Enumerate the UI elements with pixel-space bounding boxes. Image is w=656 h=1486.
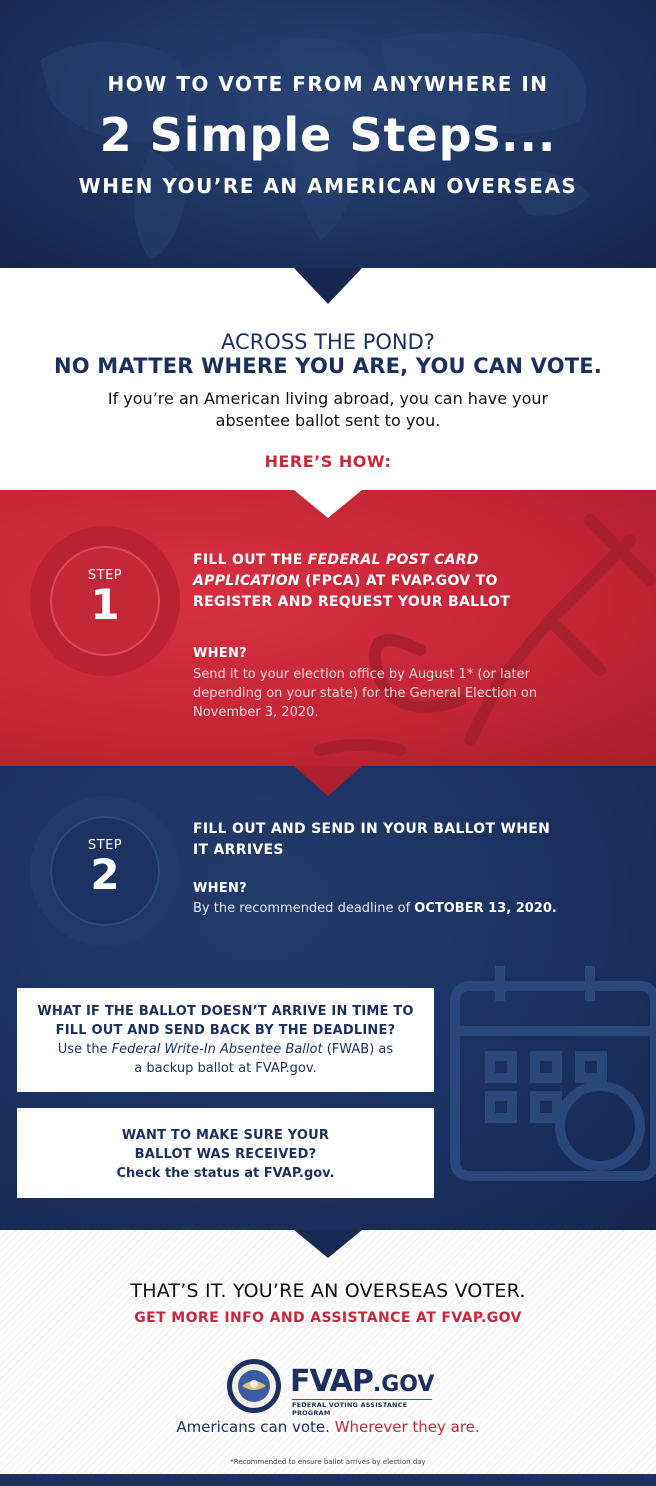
step1-title-part2: (FPCA) AT FVAP.GOV TO REGISTER AND REQUEST YOUR BALLOT: [193, 573, 511, 610]
intro-headline: NO MATTER WHERE YOU ARE, YOU CAN VOTE.: [53, 354, 603, 378]
fwab-body-prefix: Use the: [57, 1042, 112, 1057]
fvap-logo-subtitle: FEDERAL VOTING ASSISTANCE PROGRAM: [292, 1399, 432, 1417]
tagline-part1: Americans can vote.: [176, 1418, 335, 1436]
step2-number: 2: [90, 850, 120, 899]
fwab-box: [17, 988, 434, 1092]
step1-badge: [45, 568, 165, 627]
intro-notch: [294, 490, 362, 518]
step1-when-text: Send it to your election office by August 1* (or later depending on your state) for the General Election on November 3, 2020.: [193, 667, 538, 720]
ballot-status-box: [17, 1108, 434, 1198]
footer-headline: THAT’S IT. YOU’RE AN OVERSEAS VOTER.: [130, 1280, 526, 1302]
heres-how-label: HERE’S HOW:: [264, 452, 392, 471]
ballot-status-heading: WANT TO MAKE SURE YOUR BALLOT WAS RECEIVED?: [121, 1128, 330, 1162]
step2-notch: [294, 1230, 362, 1258]
step2-when-prefix: By the recommended deadline of: [193, 901, 415, 916]
step1-word: STEP: [87, 568, 123, 583]
footnote: *Recommended to ensure ballot arrives by election day: [230, 1458, 426, 1466]
step1-section: [0, 490, 656, 766]
header-line1: HOW TO VOTE FROM ANYWHERE IN: [107, 72, 549, 96]
fwab-body-suffix: (FWAB) as a backup ballot at FVAP.gov.: [134, 1042, 394, 1076]
bottom-bar: [0, 1474, 656, 1486]
step1-when-label: WHEN?: [193, 646, 248, 661]
step2-word: STEP: [87, 838, 123, 853]
step1-title-part1: FILL OUT THE: [193, 552, 308, 568]
step2-when-label: WHEN?: [193, 881, 248, 896]
header-title: 2 Simple Steps...: [99, 108, 557, 162]
fvap-logo: [290, 1366, 434, 1401]
header-line3: WHEN YOU’RE AN AMERICAN OVERSEAS: [78, 174, 578, 198]
footer-info-link: GET MORE INFO AND ASSISTANCE AT FVAP.GOV: [134, 1310, 522, 1326]
fvap-logo-main: FVAP: [290, 1364, 373, 1399]
intro-text: If you’re an American living abroad, you can have your absentee ballot sent to you.: [107, 389, 549, 430]
step2-badge: [45, 838, 165, 897]
fwab-body: [17, 1040, 434, 1078]
step2-title: FILL OUT AND SEND IN YOUR BALLOT WHEN IT ARRIVES: [193, 821, 551, 858]
intro-line1: ACROSS THE POND?: [221, 330, 435, 354]
tagline-part2: Wherever they are.: [334, 1418, 480, 1436]
step1-title: [193, 550, 553, 613]
step2-deadline: OCTOBER 13, 2020.: [414, 901, 557, 916]
calendar-icon: [440, 956, 656, 1196]
step1-notch: [294, 766, 362, 796]
fvap-logo-gov: .GOV: [372, 1372, 435, 1397]
step2-when-text: [193, 899, 633, 918]
tagline: [0, 1418, 656, 1436]
step1-number: 1: [90, 580, 120, 629]
ballot-status-body: Check the status at FVAP.gov.: [116, 1166, 335, 1181]
dod-seal-icon: [226, 1358, 282, 1414]
header-notch: [294, 268, 362, 304]
fwab-body-italic: Federal Write-In Absentee Ballot: [111, 1042, 323, 1057]
step1-title-italic: FEDERAL POST CARD APPLICATION: [193, 552, 479, 589]
footer-section: [0, 1230, 656, 1486]
pen-icon: [300, 500, 656, 766]
fwab-heading: WHAT IF THE BALLOT DOESN’T ARRIVE IN TIME TO FILL OUT AND SEND BACK BY THE DEADLINE?: [37, 1004, 414, 1038]
